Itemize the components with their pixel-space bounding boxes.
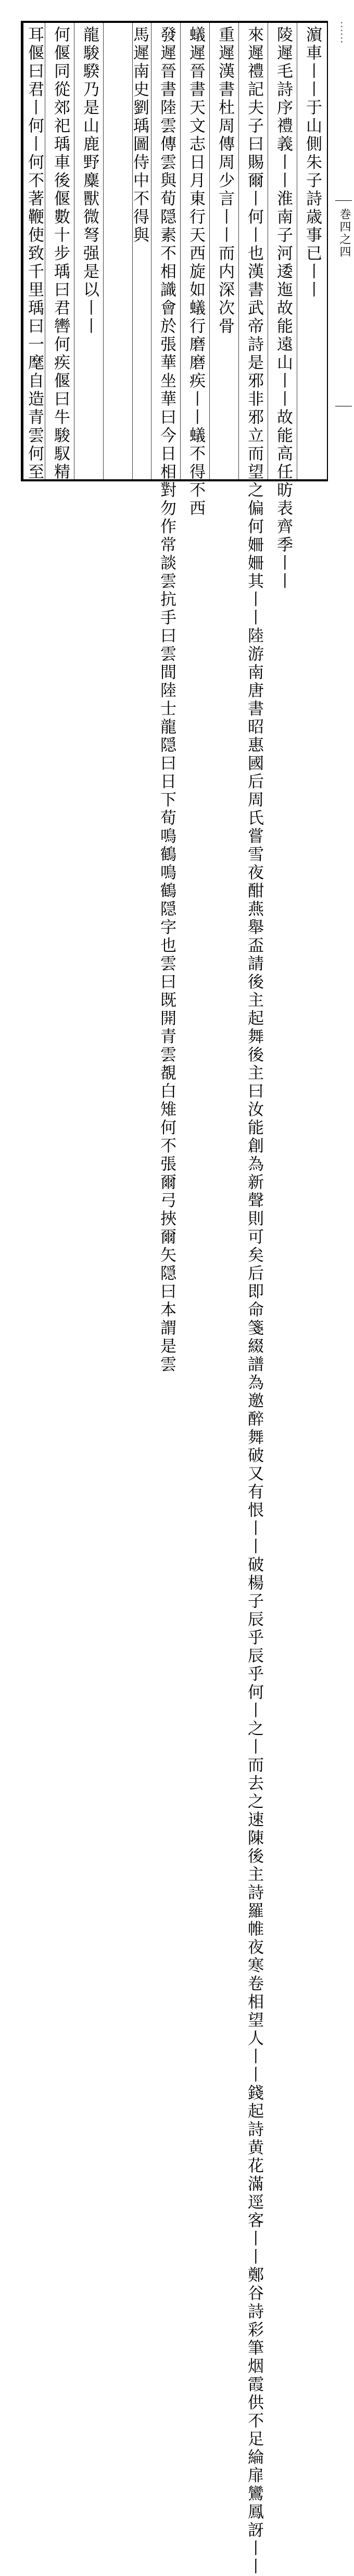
text-column-8: 龍駿騤乃是山鹿野麋獸微弩强是以丨丨 [80,26,99,336]
text-column-10: 耳偃曰君丨何丨何不著鞭使致千里瑀曰一麾自造青雲何至 [25,26,44,481]
column-rule [103,23,104,479]
text-column-1: 濵車丨丨于山側朱子詩歳事已丨丨 [303,26,322,299]
chapter-label: 巻四之四 [338,208,351,258]
margin-header: …… [338,21,351,44]
column-rule [238,23,239,479]
column-rule [180,23,181,479]
text-column-5: 蟻遲晉書天文志日月東行天西旋如蟻行磨磨疾丨丨蟻不得不西 [186,26,205,518]
text-column-4: 重遲漢書杜周傳周少言丨丨而内深次骨 [216,26,234,336]
text-column-9: 何偃同從郊祀瑀車後偃數十步瑀曰君轡何疾偃曰牛駿馭精 [51,26,70,481]
margin-rule [335,200,352,201]
text-column-6: 發遲晉書陸雲傳雲與荀隠素不相識會於張華坐華曰今日相對勿作常談雲抗手曰雲間陸士龍隠曰日下荀鳴鶴鳴鶴隠字也雲曰既開青雲覩白雉何不張爾弓挾爾矢隠曰本謂是雲 [157,26,176,1374]
column-rule [209,23,210,479]
text-column-2: 陵遲毛詩序禮義丨丨淮南子河逶迤故能遠山丨丨故能高任昉表齊季丨丨 [274,26,293,591]
text-column-3: 來遲禮記夫子曰賜爾丨何丨也漢書武帝詩是邪非邪立而望之偏何姍姍其丨丨陸游南唐書昭惠國后周氏嘗雪夜酣燕舉盃請後主起舞後主曰汝能創為新聲則可矣后即命箋綴譜為邀醉舞破又有恨丨丨破楊子辰乎辰乎何丨之丨而去之速陳後主詩羅帷夜寒卷相望人丨丨錢起詩黄花滿逕客丨丨鄭谷詩彩筆烟霞供不足綸扉鸞鳳訝丨丨 [245,26,263,2576]
text-column-7: 馬遲南史劉瑀圖侍中不得與 [130,26,149,245]
